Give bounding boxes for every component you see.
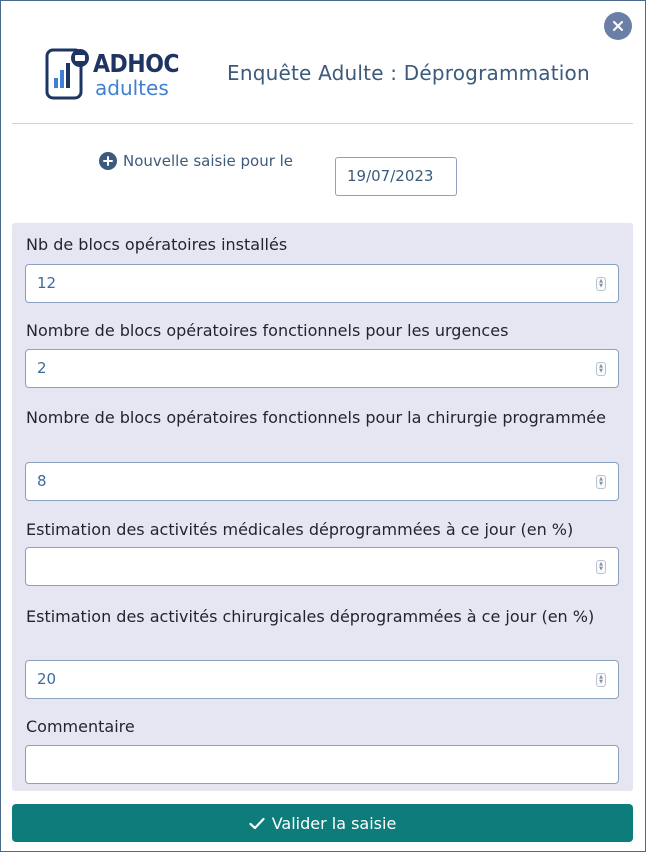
- input-value: 2: [37, 359, 47, 377]
- logo-text-bottom: adultes: [95, 76, 169, 100]
- spinner-icon[interactable]: ▲ ▼: [596, 560, 606, 574]
- submit-button[interactable]: [12, 804, 633, 842]
- blocs-installes-input[interactable]: [25, 264, 619, 303]
- close-icon: [613, 21, 623, 31]
- input-value: 12: [37, 274, 57, 292]
- commentaire-input[interactable]: [25, 745, 619, 784]
- spinner-icon[interactable]: ▲ ▼: [596, 277, 606, 291]
- entry-date-field[interactable]: 19/07/2023: [335, 157, 457, 196]
- header-divider: [12, 123, 633, 124]
- chart-phone-icon: [45, 46, 91, 102]
- spinner-icon[interactable]: ▲ ▼: [596, 475, 606, 489]
- check-icon: [249, 817, 265, 830]
- activites-chirurgicales-input[interactable]: [25, 660, 619, 699]
- blocs-urgences-input[interactable]: [25, 349, 619, 388]
- field-label-blocs-installes: Nb de blocs opératoires installés: [26, 235, 288, 254]
- close-button[interactable]: [604, 12, 632, 40]
- new-entry-row: [99, 152, 293, 170]
- page-title: Enquête Adulte : Déprogrammation: [227, 61, 590, 85]
- submit-label: Valider la saisie: [271, 813, 397, 833]
- field-label-activites-chirurgicales: Estimation des activités chirurgicales déprogrammées à ce jour (en %): [26, 607, 595, 626]
- blocs-chirurgie-input[interactable]: [25, 462, 619, 501]
- field-label-blocs-chirurgie: Nombre de blocs opératoires fonctionnels pour la chirurgie programmée: [26, 408, 606, 427]
- adhoc-logo: [45, 46, 180, 102]
- plus-circle-icon: [99, 152, 117, 170]
- field-label-activites-medicales: Estimation des activités médicales déprogrammées à ce jour (en %): [26, 520, 574, 539]
- spinner-icon[interactable]: ▲ ▼: [596, 673, 606, 687]
- logo-text-top: ADHOC: [93, 50, 180, 79]
- field-label-blocs-urgences: Nombre de blocs opératoires fonctionnels pour les urgences: [26, 321, 509, 340]
- form-panel: [12, 223, 633, 791]
- new-entry-label: Nouvelle saisie pour le: [123, 152, 294, 170]
- input-value: 8: [37, 472, 47, 490]
- spinner-icon[interactable]: ▲ ▼: [596, 362, 606, 376]
- activites-medicales-input[interactable]: [25, 547, 619, 586]
- input-value: 20: [37, 670, 57, 688]
- field-label-commentaire: Commentaire: [26, 717, 135, 736]
